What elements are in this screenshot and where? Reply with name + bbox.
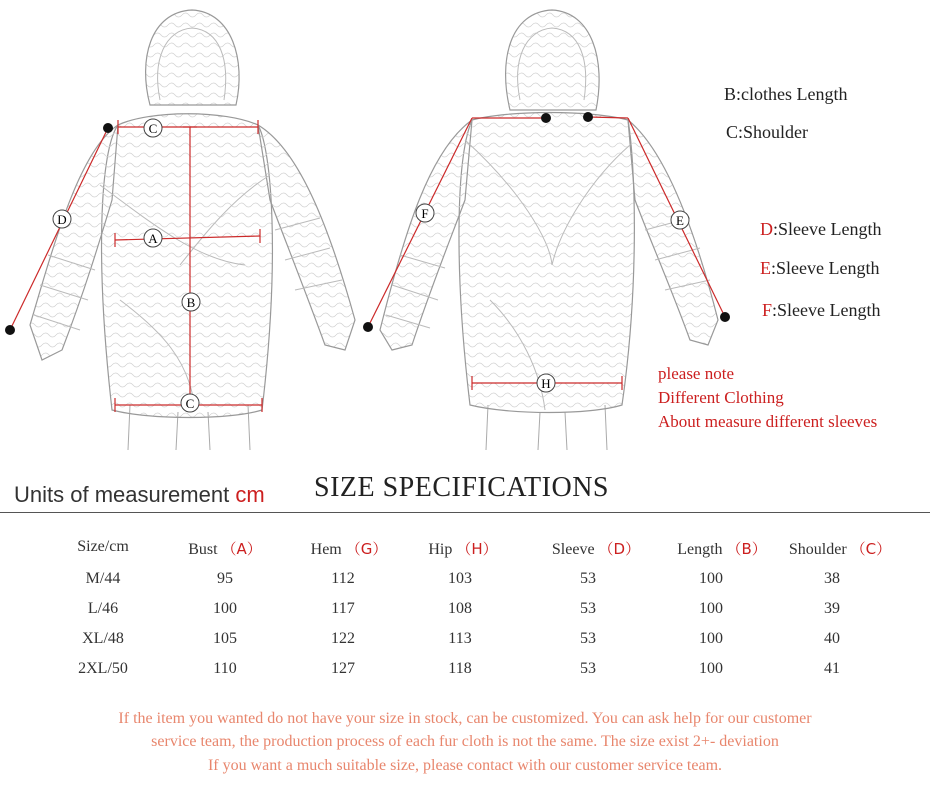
front-coat-sketch [30, 10, 355, 450]
footer-line-2: service team, the production process of each fur cloth is not the same. The size exist 2+- deviation [151, 733, 779, 750]
legend-c: C:Shoulder [726, 122, 809, 142]
header-size: Size/cm [77, 538, 129, 555]
table-cell: 39 [824, 600, 840, 617]
table-cell: 2XL/50 [78, 660, 128, 677]
table-cell: 53 [580, 570, 596, 587]
table-cell: 118 [448, 660, 472, 677]
legend-b: B:clothes Length [724, 84, 848, 104]
table-cell: 41 [824, 660, 840, 677]
table-cell: 40 [824, 630, 840, 647]
table-cell: 53 [580, 630, 596, 647]
note-line-2: Different Clothing [658, 388, 784, 407]
svg-text:D: D [57, 212, 67, 227]
marker-f [416, 204, 434, 222]
divider [0, 512, 930, 513]
table-cell: 100 [699, 660, 723, 677]
marker-c-top [144, 119, 162, 137]
please-note [658, 362, 877, 434]
table-cell: 95 [217, 570, 233, 587]
page-title: SIZE SPECIFICATIONS [314, 472, 609, 503]
table-cell: 100 [699, 630, 723, 647]
marker-d [53, 210, 71, 228]
footer-line-1: If the item you wanted do not have your size in stock, can be customized. You can ask help for our customer [118, 710, 812, 727]
header-sleeve: Sleeve （D） [551, 540, 641, 558]
marker-h [537, 374, 555, 392]
legend-f: F:Sleeve Length [762, 300, 881, 320]
svg-text:B: B [186, 295, 196, 310]
svg-text:H: H [541, 376, 551, 391]
marker-a [144, 229, 162, 247]
table-cell: 53 [580, 660, 596, 677]
table-cell: 117 [331, 600, 355, 617]
table-cell: 100 [213, 600, 237, 617]
table-cell: 127 [331, 660, 355, 677]
table-cell: M/44 [85, 570, 121, 587]
legend-e: E:Sleeve Length [760, 258, 880, 278]
table-cell: 38 [824, 570, 840, 587]
header-bust: Bust （A） [188, 540, 262, 558]
note-line-3: About measure different sleeves [658, 412, 878, 431]
table-cell: 110 [213, 660, 237, 677]
table-cell: 112 [331, 570, 355, 587]
svg-text:C: C [148, 121, 158, 136]
table-cell: 100 [699, 600, 723, 617]
table-cell: 122 [331, 630, 355, 647]
table-cell: 113 [448, 630, 472, 647]
table-cell: 105 [213, 630, 237, 647]
svg-text:C: C [185, 396, 195, 411]
header-shoulder: Shoulder （C） [788, 540, 892, 558]
table-cell: L/46 [87, 600, 119, 617]
header-hem: Hem （G） [310, 540, 388, 558]
table-cell: 53 [580, 600, 596, 617]
table-cell: 103 [448, 570, 472, 587]
table-cell: 108 [448, 600, 472, 617]
header-length: Length （B） [677, 540, 767, 558]
table-cell: 100 [699, 570, 723, 587]
marker-b [182, 293, 200, 311]
note-line-1: please note [658, 364, 734, 383]
marker-e [671, 211, 689, 229]
svg-text:E: E [676, 213, 684, 228]
marker-c-bottom [181, 394, 199, 412]
footer-line-3: If you want a much suitable size, please contact with our customer service team. [207, 757, 723, 774]
legend-d: D:Sleeve Length [760, 219, 882, 239]
header-hip: Hip （H） [428, 540, 498, 558]
table-cell: XL/48 [82, 630, 124, 647]
units-label: Units of measurement cm [14, 482, 265, 507]
svg-text:F: F [421, 206, 429, 221]
svg-text:A: A [148, 231, 158, 246]
